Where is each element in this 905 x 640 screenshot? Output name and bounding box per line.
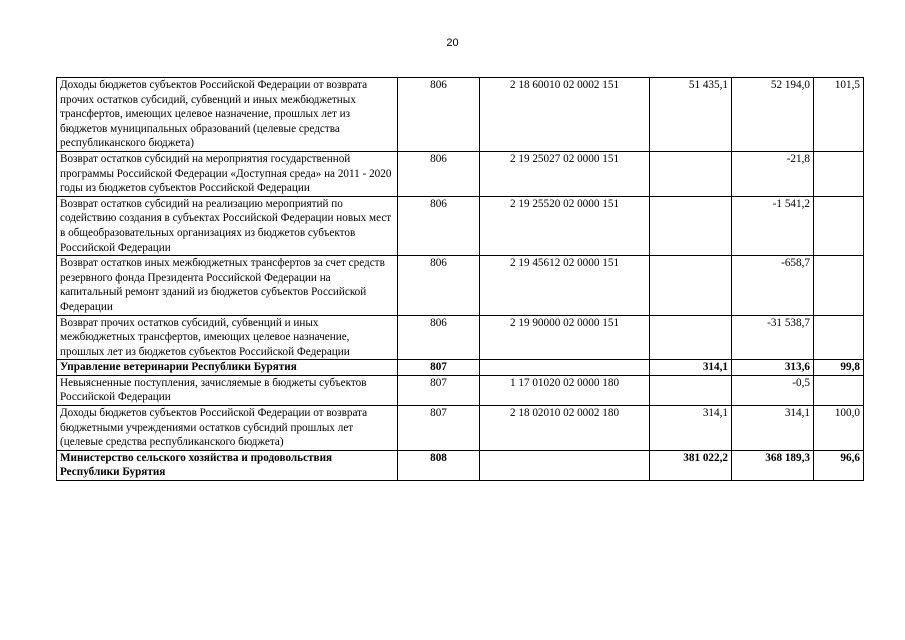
cell-name: Возврат остатков иных межбюджетных трансфертов за счет средств резервного фонда Президента Российской Федерации на капитальный ремонт зданий из бюджетов субъектов Российской Федерации [57,256,398,315]
cell-name: Невыясненные поступления, зачисляемые в бюджеты субъектов Российской Федерации [57,375,398,405]
cell-budget-code: 2 18 60010 02 0002 151 [480,78,650,152]
cell-plan [650,196,732,255]
cell-admin-code: 807 [398,406,480,451]
cell-plan: 314,1 [650,360,732,376]
cell-name: Возврат остатков субсидий на мероприятия государственной программы Российской Федерации «Доступная среда» на 2011 - 2020 годы из бюджетов субъектов Российской Федерации [57,151,398,196]
cell-fact: 313,6 [732,360,814,376]
cell-admin-code: 808 [398,450,480,480]
cell-budget-code: 2 19 45612 02 0000 151 [480,256,650,315]
cell-budget-code: 2 19 25027 02 0000 151 [480,151,650,196]
cell-percent: 96,6 [814,450,864,480]
cell-percent: 100,0 [814,406,864,451]
cell-admin-code: 806 [398,151,480,196]
cell-percent [814,315,864,360]
cell-name: Возврат остатков субсидий на реализацию мероприятий по содействию создания в субъектах Российской Федерации новых мест в общеобразовательных организациях из бюджетов субъектов Российской Федерации [57,196,398,255]
cell-plan: 314,1 [650,406,732,451]
cell-percent: 99,8 [814,360,864,376]
cell-fact: -658,7 [732,256,814,315]
cell-admin-code: 807 [398,375,480,405]
cell-budget-code [480,450,650,480]
cell-fact: -21,8 [732,151,814,196]
revenue-table [56,77,864,481]
cell-plan [650,256,732,315]
cell-admin-code: 806 [398,78,480,152]
cell-name: Управление ветеринарии Республики Бурятия [57,360,398,376]
table-row [57,256,864,315]
cell-budget-code [480,360,650,376]
cell-fact: 314,1 [732,406,814,451]
cell-plan: 51 435,1 [650,78,732,152]
cell-percent [814,256,864,315]
cell-percent: 101,5 [814,78,864,152]
cell-budget-code: 2 19 90000 02 0000 151 [480,315,650,360]
cell-admin-code: 806 [398,256,480,315]
cell-percent [814,151,864,196]
cell-budget-code: 1 17 01020 02 0000 180 [480,375,650,405]
table-row [57,151,864,196]
cell-fact: -31 538,7 [732,315,814,360]
cell-name: Министерство сельского хозяйства и продовольствия Республики Бурятия [57,450,398,480]
cell-name: Доходы бюджетов субъектов Российской Федерации от возврата прочих остатков субсидий, субвенций и иных межбюджетных трансфертов, имеющих целевое назначение, прошлых лет из бюджетов муниципальных образований (целевые средства республиканского бюджета) [57,78,398,152]
cell-fact: 52 194,0 [732,78,814,152]
cell-budget-code: 2 19 25520 02 0000 151 [480,196,650,255]
cell-plan [650,151,732,196]
cell-admin-code: 806 [398,196,480,255]
cell-plan [650,315,732,360]
page-number: 20 [446,37,459,49]
cell-fact: -0,5 [732,375,814,405]
cell-admin-code: 807 [398,360,480,376]
cell-plan [650,375,732,405]
cell-plan: 381 022,2 [650,450,732,480]
table-row [57,196,864,255]
cell-fact: -1 541,2 [732,196,814,255]
table-row [57,375,864,405]
table-row-group [57,450,864,480]
table-row [57,406,864,451]
table-row [57,315,864,360]
cell-admin-code: 806 [398,315,480,360]
cell-percent [814,196,864,255]
cell-percent [814,375,864,405]
table-body [57,78,864,481]
cell-name: Возврат прочих остатков субсидий, субвенций и иных межбюджетных трансфертов, имеющих целевое назначение, прошлых лет из бюджетов субъектов Российской Федерации [57,315,398,360]
cell-budget-code: 2 18 02010 02 0002 180 [480,406,650,451]
cell-name: Доходы бюджетов субъектов Российской Федерации от возврата бюджетными учреждениями остатков субсидий прошлых лет (целевые средства республиканского бюджета) [57,406,398,451]
table-row [57,78,864,152]
table-row-group [57,360,864,376]
cell-fact: 368 189,3 [732,450,814,480]
